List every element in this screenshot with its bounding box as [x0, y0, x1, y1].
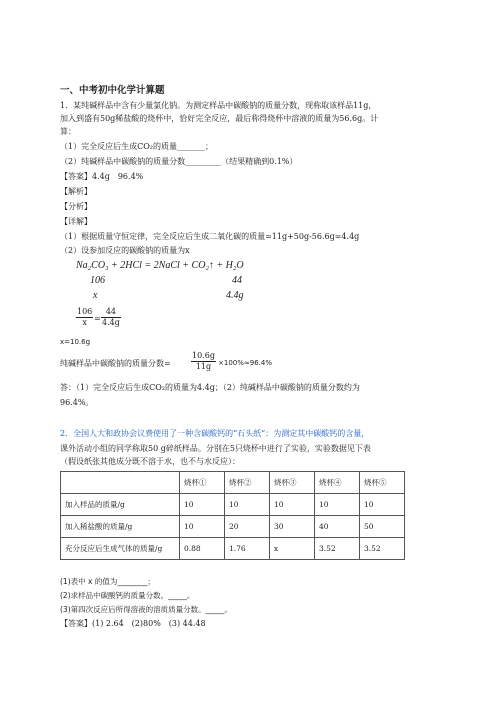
q2-text-line-1	[60, 428, 369, 439]
q2-sub-question-2: (2)求样品中碳酸钙的质量分数。_____。	[60, 591, 195, 600]
table-row-label: 加入稀盐酸的质量/g	[61, 516, 180, 538]
table-cell: 10	[180, 516, 225, 538]
ratio-denominator-right: 4.4g	[102, 318, 120, 327]
table-cell: 40	[315, 516, 360, 538]
q1-sub-question-1: （1）完全反应后生成CO₂的质量_______；	[60, 142, 213, 151]
ratio-numerator-right: 44	[101, 307, 121, 318]
table-header-cell: 烧杯③	[270, 472, 315, 494]
q1-jiexi-label: 【解析】	[60, 187, 92, 196]
table-header-row	[61, 472, 405, 494]
mass-fraction-suffix: ×100%≈96.4%	[218, 359, 272, 367]
ratio-numerator-left: 106	[77, 307, 93, 316]
table-cell: 10	[315, 494, 360, 516]
q1-conclusion-line-1: 答：（1）完全反应后生成CO₂的质量为4.4g；（2）纯碱样品中碳酸钠的质量分数约为	[60, 383, 360, 392]
q2-text-line-3: （假设纸张其他成分既不溶于水，也不与水反应）：	[60, 457, 240, 466]
q2-text-line-2: 课外活动小组的同学称取50 g碎纸样品。分别在5只烧杯中进行了实验，实验数据见下表	[60, 444, 371, 453]
table-cell: 10	[270, 494, 315, 516]
equation-co2-mass: 4.4g	[226, 290, 244, 301]
ratio-equals: =	[94, 314, 101, 323]
q1-text-line-2: 加入到盛有50g稀盐酸的烧杯中，恰好完全反应，最后称得烧杯中溶液的质量为56.6g。计	[60, 114, 379, 123]
experiment-data-table	[60, 471, 405, 560]
table-cell: 0.88	[180, 538, 225, 560]
q1-text-line-3: 算：	[60, 127, 76, 136]
mass-fraction-numerator: 10.6g	[192, 351, 215, 360]
table-header-cell: 烧杯①	[180, 472, 225, 494]
table-cell: 3.52	[315, 538, 360, 560]
q2-text-line-1-content: 2．全国人大和政协会议费使用了一种含碳酸钙的“石头纸”：为测定其中碳酸钙的含量，	[60, 429, 370, 438]
x-result: x=10.6g	[60, 338, 91, 346]
ratio-fraction-left	[76, 307, 93, 328]
table-row	[61, 538, 405, 560]
table-cell: 10	[225, 494, 270, 516]
table-header-cell: 烧杯②	[225, 472, 270, 494]
table-row	[61, 516, 405, 538]
equation-molar-mass-co2: 44	[232, 275, 242, 286]
table-cell: 50	[360, 516, 405, 538]
table-row-label: 充分反应后生成气体的质量/g	[61, 538, 180, 560]
ratio-denominator-left: x	[82, 318, 87, 327]
section-title: 一、中考初中化学计算题	[60, 85, 165, 96]
table-cell: 20	[225, 516, 270, 538]
table-row	[61, 494, 405, 516]
q1-xiangjie-label: 【详解】	[60, 217, 92, 226]
ratio-fraction-right	[101, 307, 121, 328]
q1-fenxi-label: 【分析】	[60, 202, 92, 211]
q2-sub-question-3: (3)第四次反应后所得溶液的溶质质量分数。_____。	[60, 605, 232, 614]
table-header-cell: 烧杯④	[315, 472, 360, 494]
table-cell: 10	[180, 494, 225, 516]
equation-unknown-x: x	[93, 290, 98, 301]
mass-fraction-denominator: 11g	[195, 362, 212, 371]
table-cell: 1.76	[225, 538, 270, 560]
chemical-equation: Na₂CO₃ + 2HCl = 2NaCl + CO₂↑ + H₂O	[76, 260, 244, 271]
q1-answer: 【答案】4.4g 96.4%	[60, 172, 144, 181]
table-cell: 30	[270, 516, 315, 538]
table-row-label: 加入样品的质量/g	[61, 494, 180, 516]
equation-molar-mass-na2co3: 106	[90, 275, 105, 286]
table-cell: x	[270, 538, 315, 560]
table-cell: 3.52	[360, 538, 405, 560]
mass-fraction-prefix: 纯碱样品中碳酸钠的质量分数=	[60, 359, 171, 368]
q1-detail-2: （2）设参加反应的碳酸钠的质量为x	[60, 246, 190, 255]
mass-fraction	[191, 351, 216, 372]
table-cell: 10	[360, 494, 405, 516]
q2-answer: 【答案】(1) 2.64 (2)80% (3) 44.48	[60, 619, 206, 628]
table-header-cell: 烧杯⑤	[360, 472, 405, 494]
q1-conclusion-line-2: 96.4%。	[60, 398, 94, 407]
q1-detail-1: （1）根据质量守恒定律，完全反应后生成二氧化碳的质量=11g+50g-56.6g=4.4g	[60, 232, 360, 241]
q2-sub-question-1: (1)表中 x 的值为________；	[60, 577, 155, 586]
q1-sub-question-2: （2）纯碱样品中碳酸钠的质量分数_________（结果精确到0.1%）	[60, 157, 298, 166]
q1-text-line-1: 1．某纯碱样品中含有少量氯化钠。为测定样品中碳酸钠的质量分数，现称取该样品11g，	[60, 101, 377, 110]
table-header-cell	[61, 472, 180, 494]
